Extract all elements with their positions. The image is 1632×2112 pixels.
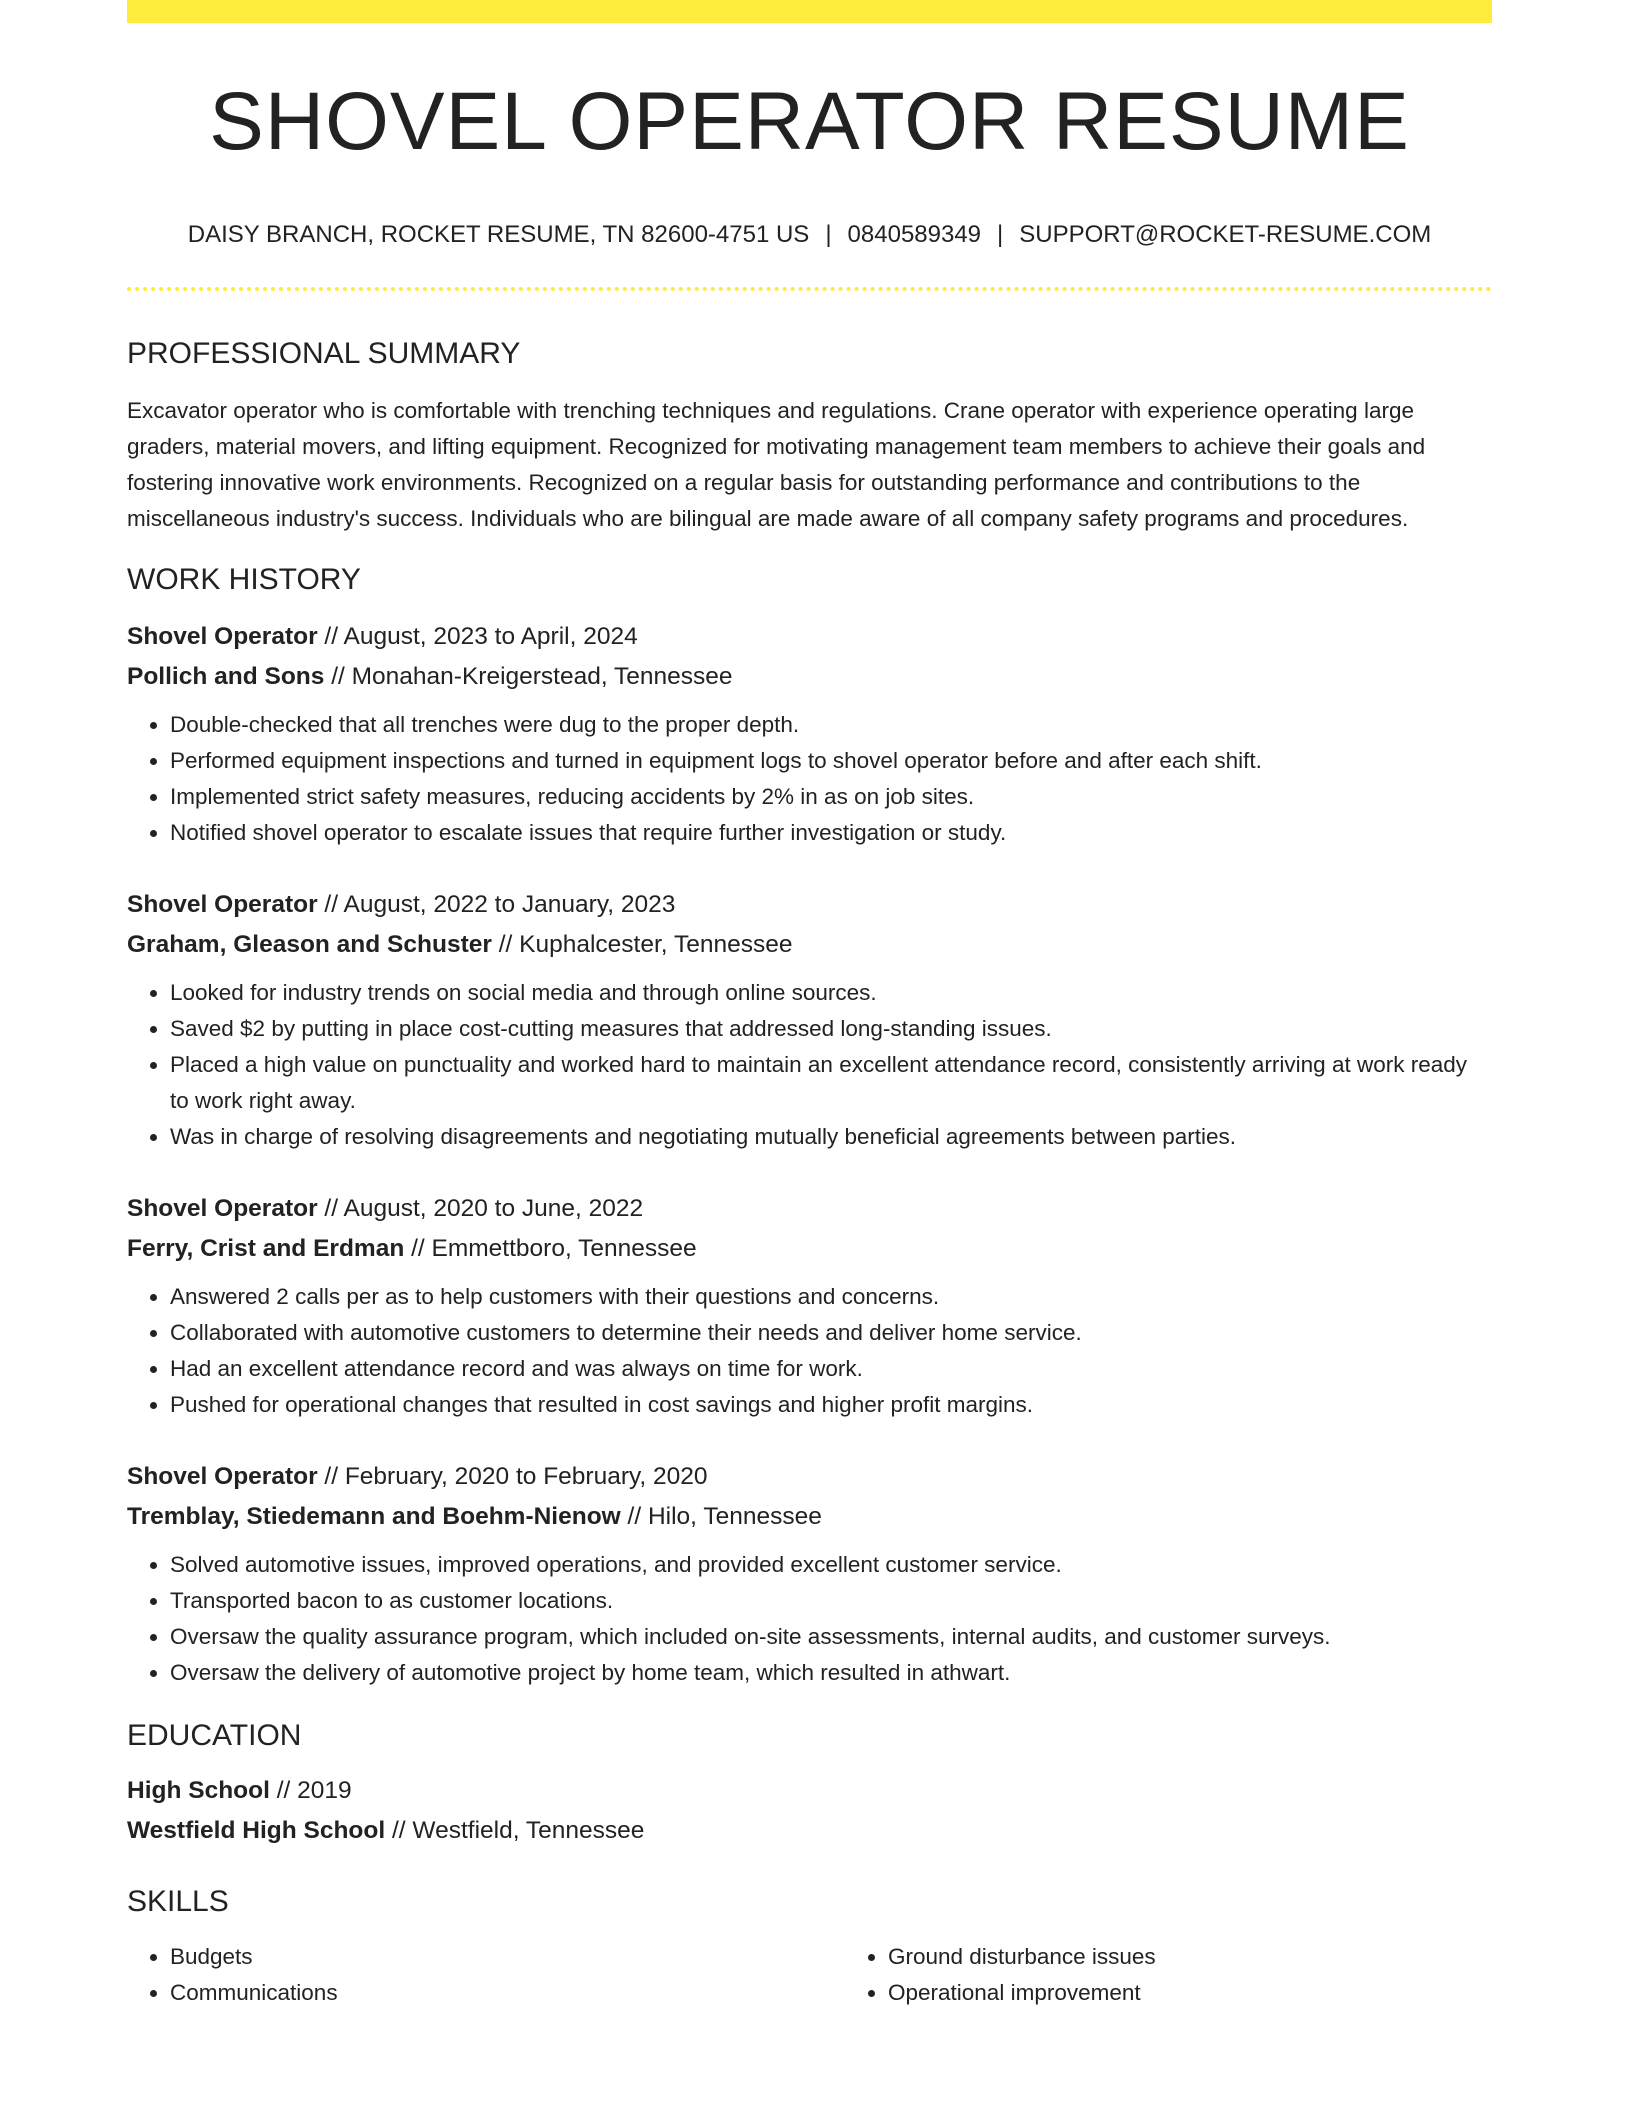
job-entry — [127, 1457, 1492, 1691]
job-dates: // August, 2022 to January, 2023 — [317, 891, 676, 918]
job-bullet: • Oversaw the quality assurance program, which included on-site assessments, internal audits, and customer surveys. — [170, 1619, 1492, 1655]
contact-address: DAISY BRANCH, ROCKET RESUME, TN 82600-4751 US — [187, 221, 810, 248]
job-bullets — [127, 1547, 1492, 1691]
skill-item: • Operational improvement — [888, 1975, 1563, 2011]
job-title-line — [127, 1457, 1492, 1497]
job-company: Pollich and Sons — [127, 663, 325, 690]
education-heading: EDUCATION — [127, 1719, 302, 1752]
job-bullet: • Placed a high value on punctuality and worked hard to maintain an excellent attendance record, consistently arriving at work ready to work right away. — [170, 1047, 1492, 1119]
summary-heading: PROFESSIONAL SUMMARY — [127, 337, 521, 370]
contact-separator: | — [997, 221, 1004, 248]
contact-separator: | — [825, 221, 832, 248]
education-school: Westfield High School — [127, 1817, 386, 1844]
dotted-divider — [127, 287, 1492, 291]
job-location: // Hilo, Tennessee — [620, 1503, 822, 1530]
job-bullet: • Answered 2 calls per as to help customers with their questions and concerns. — [170, 1279, 1492, 1315]
job-dates: // August, 2020 to June, 2022 — [317, 1195, 644, 1222]
job-company: Ferry, Crist and Erdman — [127, 1235, 405, 1262]
job-location: // Emmettboro, Tennessee — [404, 1235, 697, 1262]
job-title: Shovel Operator — [127, 891, 318, 918]
job-company: Tremblay, Stiedemann and Boehm-Nienow — [127, 1503, 621, 1530]
job-entry — [127, 1189, 1492, 1423]
contact-line — [127, 223, 1492, 247]
job-dates: // August, 2023 to April, 2024 — [317, 623, 638, 650]
job-title-line — [127, 885, 1492, 925]
job-location: // Monahan-Kreigerstead, Tennessee — [324, 663, 733, 690]
job-bullet: • Was in charge of resolving disagreements and negotiating mutually beneficial agreements between parties. — [170, 1119, 1492, 1155]
job-bullet: • Collaborated with automotive customers to determine their needs and deliver home service. — [170, 1315, 1492, 1351]
job-company-line — [127, 925, 1492, 965]
job-bullet: • Implemented strict safety measures, reducing accidents by 2% in as on job sites. — [170, 779, 1492, 815]
job-entry — [127, 617, 1492, 851]
top-accent-bar — [127, 0, 1492, 23]
job-bullet: • Solved automotive issues, improved operations, and provided excellent customer service. — [170, 1547, 1492, 1583]
job-bullet: • Double-checked that all trenches were dug to the proper depth. — [170, 707, 1492, 743]
education-year: // 2019 — [269, 1777, 352, 1804]
education-degree: High School — [127, 1777, 270, 1804]
summary-text: Excavator operator who is comfortable with trenching techniques and regulations. Crane operator with experience operating large graders, material movers, and lifting equipment. Recognized for motivating management team members to achieve their goals and fostering innovative work environments. Recognized on a regular basis for outstanding performance and contributions to the miscellaneous industry's success. Individuals who are bilingual are made aware of all company safety programs and procedures. — [127, 398, 1426, 531]
job-bullets — [127, 1279, 1492, 1423]
education-degree-line — [127, 1771, 1492, 1811]
job-bullet: • Looked for industry trends on social media and through online sources. — [170, 975, 1492, 1011]
job-company-line — [127, 657, 1492, 697]
work-history-heading: WORK HISTORY — [127, 563, 361, 596]
job-title-line — [127, 1189, 1492, 1229]
education-location: // Westfield, Tennessee — [385, 1817, 645, 1844]
job-entry — [127, 885, 1492, 1155]
resume-title: SHOVEL OPERATOR RESUME — [209, 76, 1410, 167]
job-bullet: • Saved $2 by putting in place cost-cutting measures that addressed long-standing issues. — [170, 1011, 1492, 1047]
contact-email: SUPPORT@ROCKET-RESUME.COM — [1019, 221, 1432, 248]
contact-phone: 0840589349 — [847, 221, 982, 248]
job-company: Graham, Gleason and Schuster — [127, 931, 492, 958]
job-title: Shovel Operator — [127, 623, 318, 650]
skills-list — [127, 1939, 1492, 2011]
resume-content — [127, 23, 1492, 2011]
skills-heading: SKILLS — [127, 1885, 229, 1918]
job-title: Shovel Operator — [127, 1463, 318, 1490]
job-company-line — [127, 1229, 1492, 1269]
job-dates: // February, 2020 to February, 2020 — [317, 1463, 708, 1490]
job-bullets — [127, 707, 1492, 851]
job-location: // Kuphalcester, Tennessee — [491, 931, 793, 958]
job-bullet: • Transported bacon to as customer locations. — [170, 1583, 1492, 1619]
job-bullet: • Oversaw the delivery of automotive project by home team, which resulted in athwart. — [170, 1655, 1492, 1691]
skills-column-left — [127, 1939, 845, 2011]
job-bullet: • Had an excellent attendance record and was always on time for work. — [170, 1351, 1492, 1387]
job-bullet: • Performed equipment inspections and turned in equipment logs to shovel operator before and after each shift. — [170, 743, 1492, 779]
skills-column-right — [845, 1939, 1563, 2011]
job-title: Shovel Operator — [127, 1195, 318, 1222]
skill-item: • Ground disturbance issues — [888, 1939, 1563, 1975]
job-title-line — [127, 617, 1492, 657]
job-company-line — [127, 1497, 1492, 1537]
skill-item: • Communications — [170, 1975, 845, 2011]
job-bullet: • Pushed for operational changes that resulted in cost savings and higher profit margins. — [170, 1387, 1492, 1423]
skill-item: • Budgets — [170, 1939, 845, 1975]
education-entry — [127, 1771, 1492, 1851]
job-bullets — [127, 975, 1492, 1155]
education-school-line — [127, 1811, 1492, 1851]
job-bullet: • Notified shovel operator to escalate issues that require further investigation or study. — [170, 815, 1492, 851]
